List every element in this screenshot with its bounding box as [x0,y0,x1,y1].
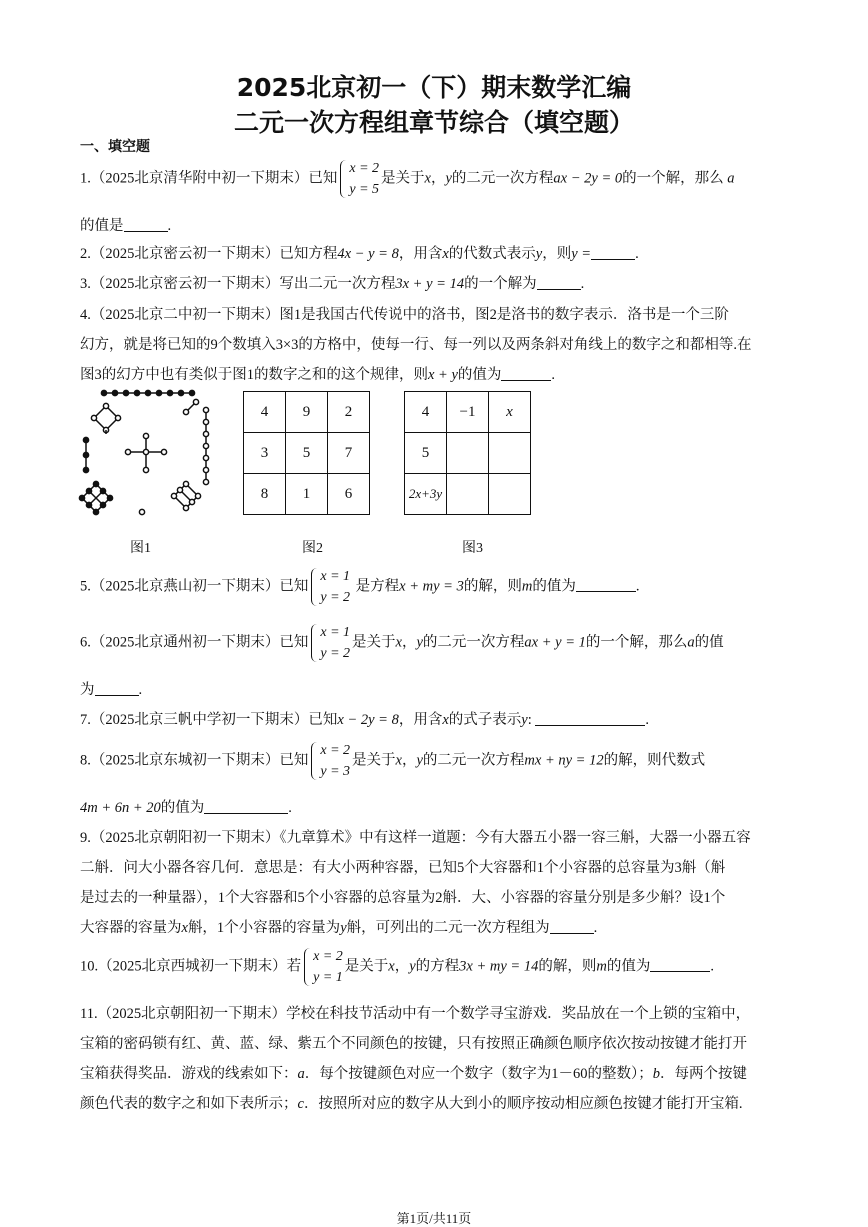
answer-blank [576,577,636,592]
figure-2-caption: 图2 [302,541,323,556]
question-8: 8.（2025北京东城初一下期末）已知 x = 2 y = 3 是关于x，y的二元一次方程mx + ny = 12的解，则代数式 [80,740,705,782]
question-4-line-3: 图3的幻方中也有类似于图1的数字之和的这个规律，则x + y的值为 . [80,367,556,383]
equation-system: x = 2 y = 5 [339,158,379,200]
question-7: 7.（2025北京三帆中学初一下期末）已知x − 2y = 8，用含x的式子表示y: . [80,712,649,728]
answer-blank [95,681,139,696]
answer-blank [591,245,635,260]
question-11-line-4: 颜色代表的数字之和如下表所示；c．按照所对应的数字从大到小的顺序按动相应颜色按键才能打开宝箱. [80,1096,743,1112]
figure-3-caption: 图3 [462,541,483,556]
question-11-line-3: 宝箱获得奖品．游戏的线索如下：a．每个按键颜色对应一个数字（数字为1－60的整数）；b．每两个按键 [80,1066,747,1082]
answer-blank [501,366,551,381]
question-11-line-2: 宝箱的密码锁有红、黄、蓝、绿、紫五个不同颜色的按键，只有按照正确颜色顺序依次按动按键才能打开 [80,1036,747,1052]
question-10: 10.（2025北京西城初一下期末）若 x = 2 y = 1 是关于x，y的方程3x + my = 14的解，则m的值为 . [80,946,714,988]
equation-system: x = 1 y = 2 [310,566,350,608]
question-1-cont: 的值是 . [80,218,172,234]
luoshu-figure [76,388,216,524]
equation-system: x = 2 y = 1 [303,946,343,988]
answer-blank [650,957,710,972]
figure-1-caption: 图1 [130,541,151,556]
question-2: 2.（2025北京密云初一下期末）已知方程4x − y = 8，用含x的代数式表示y，则y = . [80,246,639,262]
question-8-cont: 4m + 6n + 20的值为 . [80,800,292,816]
answer-blank [204,799,288,814]
document-subtitle: 二元一次方程组章节综合（填空题） [233,108,634,137]
question-9-line-3: 是过去的一种量器），1个大容器和5个小容器的总容量为2斛．大、小容器的容量分别是多少斛？设1个 [80,890,726,906]
equation-system: x = 2 y = 3 [310,740,350,782]
answer-blank [537,275,581,290]
equation-system: x = 1 y = 2 [310,622,350,664]
answer-blank [535,711,645,726]
question-3: 3.（2025北京密云初一下期末）写出二元一次方程3x + y = 14的一个解为 . [80,276,585,292]
magic-square-figure-2: 4 9 2 3 5 7 8 1 6 [243,391,370,515]
answer-blank [124,217,168,232]
question-9-line-1: 9.（2025北京朝阳初一下期末）《九章算术》中有这样一道题：今有大器五小器一容三斛，大器一小器五容 [80,830,751,846]
magic-square-figure-3: 4 −1 x 5 2x+3y [404,391,531,515]
question-4-line-2: 幻方，就是将已知的9个数填入3×3的方格中，使每一行、每一列以及两条斜对角线上的数字之和都相等.在 [80,337,752,353]
question-11-line-1: 11.（2025北京朝阳初一下期末）学校在科技节活动中有一个数学寻宝游戏．奖品放在一个上锁的宝箱中， [80,1006,751,1022]
question-4-line-1: 4.（2025北京二中初一下期末）图1是我国古代传说中的洛书，图2是洛书的数字表示．洛书是一个三阶 [80,307,729,323]
question-5: 5.（2025北京燕山初一下期末）已知 x = 1 y = 2 是方程x + my = 3的解，则m的值为 . [80,566,639,608]
question-6-cont: 为 . [80,682,143,698]
question-9-line-4: 大容器的容量为x斛，1个小容器的容量为y斛，可列出的二元一次方程组为 . [80,920,598,936]
question-9-line-2: 二斛．问大小器各容几何．意思是：有大小两种容器，已知5个大容器和1个小容器的总容量为3斛（斛 [80,860,726,876]
question-6: 6.（2025北京通州初一下期末）已知 x = 1 y = 2 是关于x，y的二元一次方程ax + y = 1的一个解，那么a的值 [80,622,724,664]
answer-blank [550,919,594,934]
section-heading: 一、填空题 [80,139,150,155]
document-title: 2025北京初一（下）期末数学汇编 [236,73,632,102]
page-footer: 第1页/共11页 [396,1211,472,1226]
question-1: 1.（2025北京清华附中初一下期末）已知 x = 2 y = 5 是关于x，y的二元一次方程ax − 2y = 0的一个解，那么 a [80,158,735,200]
